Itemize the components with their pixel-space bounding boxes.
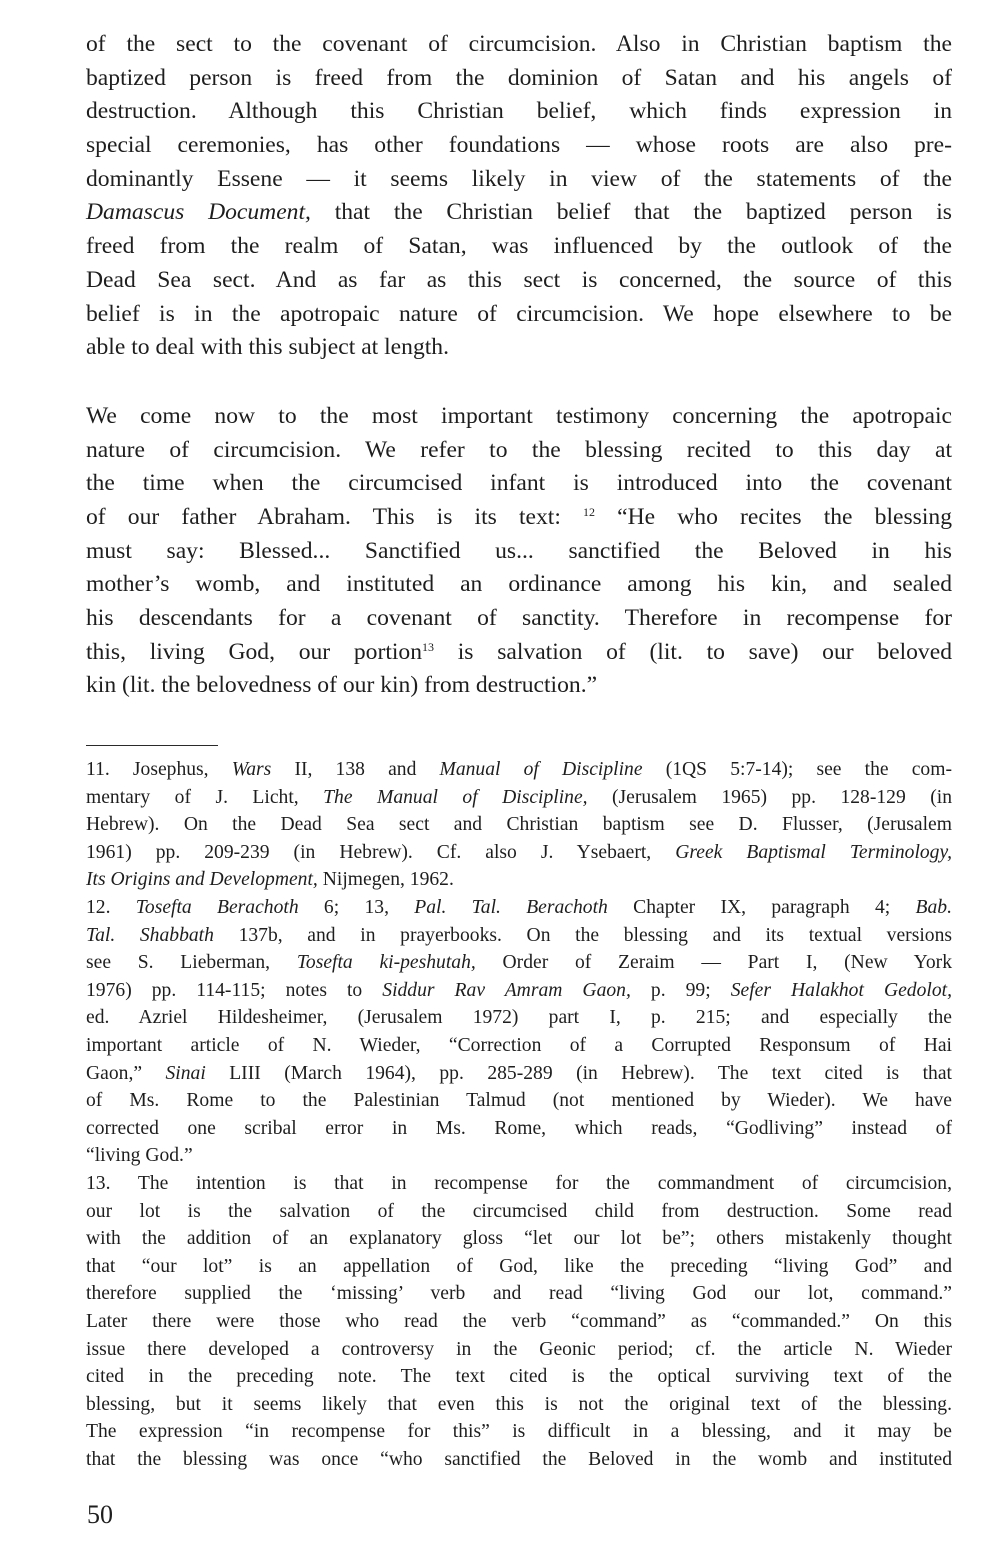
text-line: the time when the circumcised infant is introduced into the covenant [86, 470, 952, 497]
text-line: “living God.” [86, 1145, 193, 1167]
italic-title: Greek Baptismal Terminology, [675, 841, 952, 863]
text-span: mentary of J. Licht, [86, 786, 324, 808]
footnote-11 [86, 756, 952, 894]
italic-title: Tosefta Berachoth [135, 897, 299, 919]
text-line: We come now to the most important testimony concerning the apotropaic [86, 402, 952, 429]
text-line: belief is in the apotropaic nature of circumcision. We hope elsewhere to be [86, 300, 952, 327]
text-line [86, 839, 952, 867]
text-span: 1961) pp. 209-239 (in Hebrew). Cf. also J. Ysebaert, [86, 841, 676, 863]
text-line [86, 922, 952, 950]
text-line [86, 977, 952, 1005]
text-line: Dead Sea sect. And as far as this sect is concerned, the source of this [86, 266, 952, 293]
text-span: “He who recites the blessing [595, 503, 952, 530]
text-line: 13. The intention is that in recompense for the commandment of circumcision, [86, 1172, 952, 1194]
text-span: p. 99; [630, 979, 731, 1001]
text-line [86, 784, 952, 812]
text-line: kin (lit. the belovedness of our kin) from destruction.” [86, 672, 598, 699]
paragraph-1 [86, 28, 952, 365]
footnote-ref-12[interactable]: 12 [583, 504, 596, 519]
text-span: 6; 13, [298, 897, 415, 919]
italic-title: The Manual of Discipline, [323, 786, 588, 808]
text-span: Order of Zeraim — Part I, (New York [475, 952, 952, 974]
text-line: mother’s womb, and instituted an ordinance among his kin, and sealed [86, 571, 952, 598]
text-line [86, 196, 952, 230]
text-line: that the blessing was once “who sanctified the Beloved in the womb and instituted [86, 1448, 952, 1470]
italic-title: Manual of Discipline [439, 759, 643, 781]
text-line: of Ms. Rome to the Palestinian Talmud (not mentioned by Wieder). We have [86, 1090, 952, 1112]
text-line: Hebrew). On the Dead Sea sect and Christian baptism see D. Flusser, (Jerusalem [86, 814, 952, 836]
italic-title: Tosefta ki-peshutah, [296, 952, 476, 974]
text-span: II, 138 and [271, 759, 440, 781]
title-damascus-document: Damascus Document, [86, 199, 311, 226]
text-span: Gaon,” [86, 1062, 166, 1084]
italic-title: Its Origins and Development, [86, 869, 318, 891]
text-span: (1QS 5:7-14); see the com- [642, 759, 952, 781]
text-line [86, 894, 952, 922]
text-line [86, 501, 952, 535]
text-line: special ceremonies, has other foundations — whose roots are also pre- [86, 132, 952, 159]
text-line: baptized person is freed from the dominion of Satan and his angels of [86, 64, 952, 91]
italic-title: Siddur Rav Amram Gaon, [382, 979, 631, 1001]
text-line [86, 1060, 952, 1088]
text-line [86, 636, 952, 670]
text-line [86, 756, 952, 784]
text-line: therefore supplied the ‘missing’ verb and read “living God our lot, command.” [86, 1283, 952, 1305]
italic-title: Bab. [915, 897, 952, 919]
italic-title: Pal. Tal. Berachoth [414, 897, 608, 919]
footnote-13 [86, 1170, 952, 1474]
footnotes [86, 756, 952, 1473]
footnote-ref-13[interactable]: 13 [422, 639, 435, 654]
text-span: this, living God, our portion [86, 638, 423, 665]
text-line: our lot is the salvation of the circumcised child from destruction. Some read [86, 1200, 952, 1222]
italic-title: Sefer Halakhot Gedolot, [730, 979, 952, 1001]
page-number: 50 [87, 1500, 113, 1529]
text-line: blessing, but it seems likely that even this is not the original text of the blessing. [86, 1393, 952, 1415]
text-span: Chapter IX, paragraph 4; [607, 897, 916, 919]
text-line [86, 949, 952, 977]
book-page [86, 28, 952, 1474]
text-span: see S. Lieberman, [86, 952, 297, 974]
text-line: destruction. Although this Christian belief, which finds expression in [86, 98, 952, 125]
text-line: dominantly Essene — it seems likely in view of the statements of the [86, 165, 952, 192]
text-span: 12. [86, 897, 136, 919]
text-line: with the addition of an explanatory gloss “let our lot be”; others mistakenly thought [86, 1228, 952, 1250]
footnote-12 [86, 894, 952, 1170]
text-span: Nijmegen, 1962. [317, 869, 454, 891]
text-span: that the Christian belief that the baptized person is [310, 199, 952, 226]
text-line: The expression “in recompense for this” is difficult in a blessing, and it may be [86, 1421, 952, 1443]
text-line: cited in the preceding note. The text cited is the optical surviving text of the [86, 1366, 952, 1388]
text-line: his descendants for a covenant of sanctity. Therefore in recompense for [86, 605, 952, 631]
text-line: that “our lot” is an appellation of God, like the preceding “living God” and [86, 1255, 952, 1277]
text-span: (Jerusalem 1965) pp. 128-129 (in [587, 786, 952, 808]
text-line: able to deal with this subject at length. [86, 334, 449, 361]
text-span: of our father Abraham. This is its text: [86, 503, 584, 530]
text-line [86, 866, 952, 894]
text-line: important article of N. Wieder, “Correction of a Corrupted Responsum of Hai [86, 1035, 952, 1056]
italic-title: Sinai [165, 1062, 206, 1084]
footnote-separator [86, 745, 218, 746]
italic-title: Tal. Shabbath [86, 924, 214, 946]
paragraph-2 [86, 400, 952, 703]
text-span: 137b, and in prayerbooks. On the blessing and its textual versions [213, 924, 952, 946]
text-line: nature of circumcision. We refer to the blessing recited to this day at [86, 436, 952, 463]
text-span: 1976) pp. 114-115; notes to [86, 979, 383, 1001]
text-line: ed. Azriel Hildesheimer, (Jerusalem 1972) part I, p. 215; and especially the [86, 1007, 952, 1029]
text-line: of the sect to the covenant of circumcision. Also in Christian baptism the [86, 31, 952, 57]
text-line: issue there developed a controversy in the Geonic period; cf. the article N. Wieder [86, 1338, 952, 1360]
text-line: corrected one scribal error in Ms. Rome, which reads, “Godliving” instead of [86, 1117, 952, 1139]
italic-title: Wars [231, 759, 272, 781]
text-span: is salvation of (lit. to save) our beloved [434, 638, 952, 665]
text-line: must say: Blessed... Sanctified us... sanctified the Beloved in his [86, 537, 952, 564]
text-line: Later there were those who read the verb “command” as “commanded.” On this [86, 1310, 952, 1332]
text-line: freed from the realm of Satan, was influenced by the outlook of the [86, 233, 952, 260]
text-span: 11. Josephus, [86, 759, 232, 781]
text-span: LIII (March 1964), pp. 285-289 (in Hebrew). The text cited is that [205, 1062, 952, 1084]
